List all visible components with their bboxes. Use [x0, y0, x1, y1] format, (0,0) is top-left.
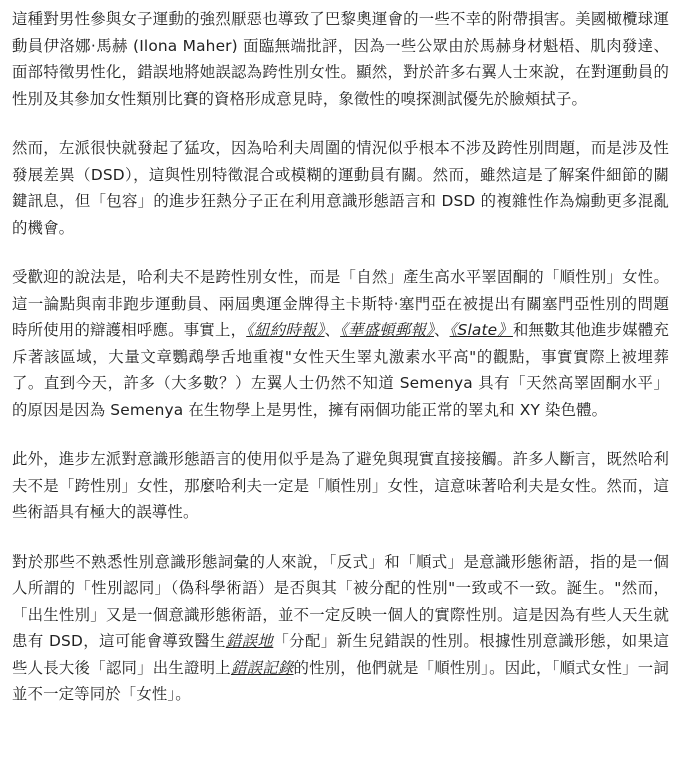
paragraph-3 [12, 264, 669, 423]
separator: 、 [433, 321, 450, 339]
separator: 、 [324, 321, 341, 339]
link-nytimes[interactable]: 《紐約時報》 [246, 321, 325, 339]
paragraph-4: 此外，進步左派對意識形態語言的使用似乎是為了避免與現實直接接觸。許多人斷言，既然哈利夫不是「跨性別」女性，那麼哈利夫一定是「順性別」女性，這意味著哈利夫是女性。然而，這些術語具有極大的誤導性。 [12, 450, 669, 521]
emphasis-wrongly-recorded: 錯誤記錄 [230, 658, 294, 677]
paragraph-5-text-1: 對於那些不熟悉性別意識形態詞彙的人來說，「反式」和「順式」是意識形態術語，指的是一個人所謂的「性別認同」（偽科學術語）是否與其「被分配的性別"一致或不一致。誕生。"然而，「出生性別」又是一個意識形態術語，並不一定反映一個人的實際性別。這是因為有些人天生就患有 DSD，這可能會導致醫生 [12, 552, 669, 650]
paragraph-3-text-1: 受歡迎的說法是，哈利夫不是跨性別女性，而是「自然」產生高水平睪固酮的「順性別」女性。這一論點與南非跑步運動員、兩屆奧運金牌得主卡斯特·塞門亞在被提出有關塞門亞性別的問題時所使用的辯護相呼應。事實上， [12, 268, 669, 339]
emphasis-wrongly: 錯誤地 [225, 632, 274, 650]
paragraph-2: 然而，左派很快就發起了猛攻，因為哈利夫周圍的情況似乎根本不涉及跨性別問題，而是涉及性發展差異（DSD），這與性別特徵混合或模糊的運動員有關。然而，雖然這是了解案件細節的關鍵訊息，但「包容」的進步狂熱分子正在利用意識形態語言和 DSD 的複雜性作為煽動更多混亂的機會。 [12, 139, 669, 237]
link-slate[interactable]: 《Slate》 [449, 321, 513, 339]
paragraph-5-text-3: 的性別，他們就是「順性別」。因此，「順式女性」一詞並不一定等同於「女性」。 [12, 658, 669, 703]
paragraph-5 [12, 549, 669, 708]
paragraph-3-text-2: 和無數其他進步媒體充斥著該區域，大量文章鸚鵡學舌地重複"女性天生睪丸激素水平高"的觀點，事實實際上被埋葬了。直到今天，許多（大多數？）左翼人士仍然不知道 Semenya 具有「天然高睪固酮水平」的原因是因為 Semenya 在生物學上是男性，擁有兩個功能正常的睪丸和 XY 染色體。 [12, 321, 669, 419]
paragraph-1: 這種對男性參與女子運動的強烈厭惡也導致了巴黎奧運會的一些不幸的附帶損害。美國橄欖球運動員伊洛娜·馬赫 (Ilona Maher) 面臨無端批評，因為一些公眾由於馬赫身材魁梧、肌肉發達、面部特徵男性化，錯誤地將她誤認為跨性別女性。顯然，對於許多右翼人士來說，在對運動員的性別及其參加女性類別比賽的資格形成意見時，象徵性的嗅探測試優先於臉頰拭子。 [12, 10, 669, 108]
link-washington-post[interactable]: 《華盛頓郵報》 [340, 321, 434, 339]
paragraph-5-text-2: 「分配」新生兒錯誤的性別。根據性別意識形態，如果這些人長大後「認同」出生證明上 [12, 632, 669, 677]
